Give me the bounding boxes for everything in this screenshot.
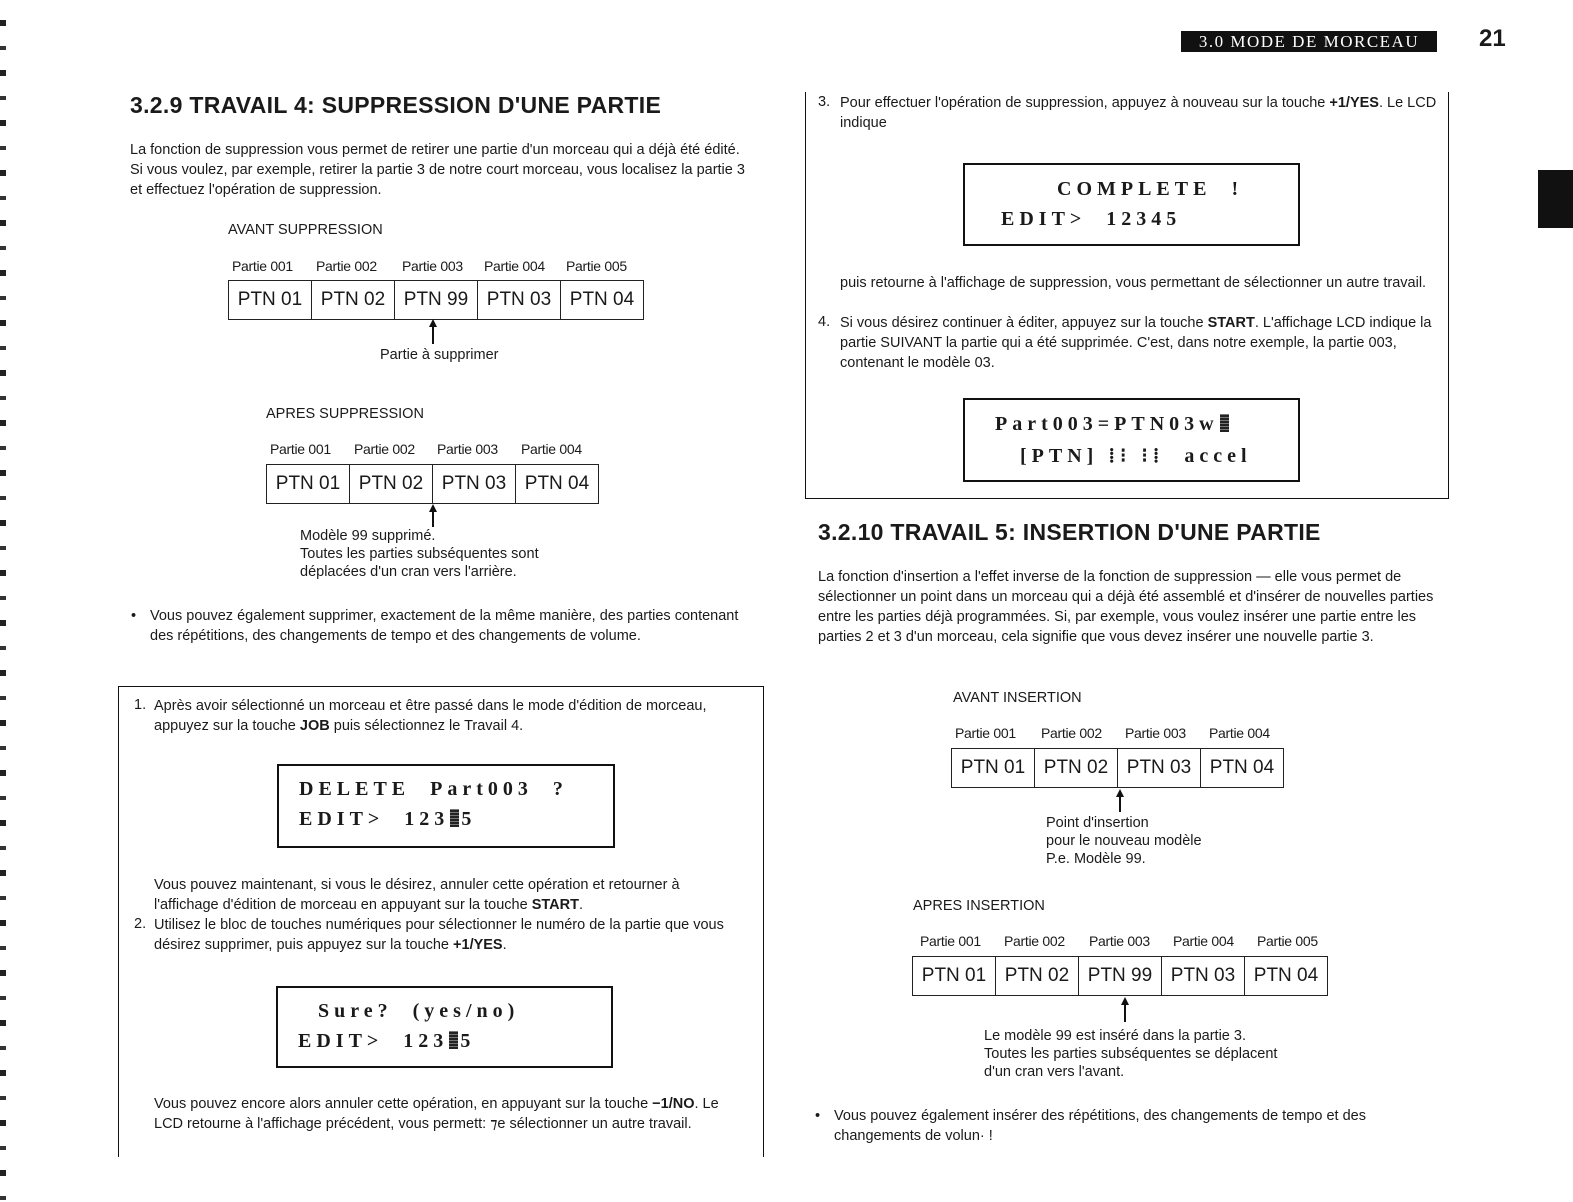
before-insertion-caption: AVANT INSERTION bbox=[953, 690, 1082, 706]
lcd-line bbox=[995, 413, 1231, 436]
part-label: Partie 002 bbox=[316, 258, 377, 274]
final-note bbox=[154, 1094, 748, 1134]
part-label: Partie 003 bbox=[437, 441, 498, 457]
step-text: Vous pouvez maintenant, si vous le désirez, annuler cette opération et retourner à l'affichage d'édition de morceau en appuyant sur la touche bbox=[154, 877, 680, 913]
key-no: −1/NO bbox=[652, 1096, 695, 1112]
step-text: Utilisez le bloc de touches numériques pour sélectionner le numéro de la partie que vous désirez supprimer, puis appuyez sur la touche bbox=[154, 917, 724, 953]
note-line: Toutes les parties subséquentes sont bbox=[300, 546, 539, 562]
pattern-cell: PTN 01 bbox=[952, 749, 1035, 787]
lcd-line: EDIT> 12345 bbox=[1001, 208, 1182, 230]
note-line: d'un cran vers l'avant. bbox=[984, 1064, 1125, 1080]
part-label: Partie 004 bbox=[521, 441, 582, 457]
pattern-cell: PTN 01 bbox=[913, 957, 996, 995]
step-text: Après avoir sélectionné un morceau et être passé dans le mode d'édition de morceau, appuyez sur la touche bbox=[154, 698, 707, 734]
pattern-cell: PTN 03 bbox=[1162, 957, 1245, 995]
part-label: Partie 004 bbox=[1209, 725, 1270, 741]
lcd-line: Sure? (yes/no) bbox=[318, 1000, 520, 1022]
step-text: Si vous désirez continuer à éditer, appuyez sur la touche bbox=[840, 315, 1208, 331]
lcd-text: Part003=PTN03w bbox=[995, 413, 1219, 435]
pattern-cell: PTN 99 bbox=[1079, 957, 1162, 995]
cancel-note bbox=[154, 875, 744, 915]
step-text: . bbox=[578, 897, 583, 913]
part-label: Partie 005 bbox=[566, 258, 627, 274]
part-label: Partie 005 bbox=[1257, 933, 1318, 949]
binder-edge bbox=[0, 0, 6, 1202]
pattern-cell: PTN 02 bbox=[312, 281, 395, 319]
step-number: 4. bbox=[818, 314, 831, 330]
part-label: Partie 004 bbox=[1173, 933, 1234, 949]
note-line: Toutes les parties subséquentes se déplacent bbox=[984, 1046, 1278, 1062]
pattern-cell: PTN 04 bbox=[569, 289, 635, 310]
pattern-cell: PTN 02 bbox=[350, 465, 433, 503]
lcd-text: EDIT> 123 bbox=[298, 1030, 449, 1052]
pattern-cell: PTN 03 bbox=[478, 281, 561, 319]
part-label: Partie 003 bbox=[1089, 933, 1150, 949]
pattern-cell: PTN 04 bbox=[524, 473, 590, 494]
after-complete-text: puis retourne à l'affichage de suppression, vous permettant de sélectionner un autre travail. bbox=[840, 275, 1427, 291]
step-text: puis sélectionnez le Travail 4. bbox=[329, 718, 524, 734]
after-insertion-caption: APRES INSERTION bbox=[913, 898, 1045, 914]
part-label: Partie 002 bbox=[354, 441, 415, 457]
note-line: déplacées d'un cran vers l'arrière. bbox=[300, 564, 517, 580]
pattern-cell: PTN 02 bbox=[996, 957, 1079, 995]
part-label: Partie 001 bbox=[232, 258, 293, 274]
before-insertion-pattern-row bbox=[951, 748, 1284, 788]
before-deletion-pattern-row bbox=[228, 280, 644, 320]
step-text: Pour effectuer l'opération de suppression, appuyez à nouveau sur la touche bbox=[840, 95, 1330, 111]
bullet-deletion-note: • Vous pouvez également supprimer, exactement de la même manière, des parties contenant des répétitions, des changements de tempo et des changements de volume. bbox=[150, 606, 750, 646]
pattern-cell: PTN 02 bbox=[1035, 749, 1118, 787]
section-badge: 3.0 MODE DE MORCEAU bbox=[1181, 31, 1437, 52]
step-3-text bbox=[840, 93, 1438, 133]
intro-insertion: La fonction d'insertion a l'effet inverse de la fonction de suppression — elle vous permet de sélectionner un point dans un morceau qui a déjà été assemblé et d'insérer de nouvelles parties entre les parties déjà programmées. Si, par exemple, vous voulez insérer une partie entre les parties 2 et 3 d'un morceau, cela signifie que vous devez insérer une nouvelle partie 3. bbox=[818, 569, 1434, 645]
up-arrow-icon bbox=[432, 507, 434, 527]
lcd-line: COMPLETE ! bbox=[1057, 178, 1244, 200]
key-yes: +1/YES bbox=[1329, 95, 1379, 111]
section-title-insertion: 3.2.10 TRAVAIL 5: INSERTION D'UNE PARTIE bbox=[818, 519, 1321, 545]
part-label: Partie 001 bbox=[920, 933, 981, 949]
part-label: Partie 003 bbox=[1125, 725, 1186, 741]
step-text: . Le LCD retourne à l'affichage précédent, vous permett: ⁊e sélectionner un autre travail. bbox=[154, 1096, 719, 1132]
intro-deletion: La fonction de suppression vous permet de retirer une partie d'un morceau qui a déjà été édité. Si vous voulez, par exemple, retirer la partie 3 de notre court morceau, vous localisez la partie 3 et effectuez l'opération de suppression. bbox=[130, 142, 745, 198]
step-number: 2. bbox=[134, 916, 147, 932]
lcd-display-delete bbox=[277, 764, 615, 848]
part-label: Partie 002 bbox=[1004, 933, 1065, 949]
section-title-deletion: 3.2.9 TRAVAIL 4: SUPPRESSION D'UNE PARTIE bbox=[130, 92, 662, 118]
note-line: P.e. Modèle 99. bbox=[1046, 851, 1146, 867]
after-insertion-pattern-row bbox=[912, 956, 1328, 996]
lcd-cursor-icon bbox=[449, 1031, 458, 1049]
key-start: START bbox=[1207, 315, 1255, 331]
lcd-text: EDIT> 123 bbox=[299, 808, 450, 830]
note-line: Le modèle 99 est inséré dans la partie 3. bbox=[984, 1028, 1246, 1044]
note-line: pour le nouveau modèle bbox=[1046, 833, 1202, 849]
up-arrow-icon bbox=[1124, 1000, 1126, 1022]
lcd-display-confirm bbox=[276, 986, 613, 1068]
lcd-line: DELETE Part003 ? bbox=[299, 778, 568, 800]
step-text: . L'affichage LCD indique la partie SUIVANT la partie qui a été supprimée. C'est, dans notre exemple, la partie 003, contenant le modèle 03. bbox=[840, 315, 1432, 371]
pattern-cell: PTN 99 bbox=[395, 281, 478, 319]
after-deletion-notes bbox=[300, 527, 539, 581]
part-label: Partie 001 bbox=[270, 441, 331, 457]
up-arrow-icon bbox=[1119, 792, 1121, 812]
lcd-line bbox=[299, 808, 476, 831]
step-1-text bbox=[154, 696, 744, 736]
step-4-text bbox=[840, 313, 1438, 373]
part-label: Partie 003 bbox=[402, 258, 463, 274]
lcd-display-complete bbox=[963, 163, 1300, 246]
lcd-text: 5 bbox=[461, 808, 477, 830]
key-job: JOB bbox=[299, 718, 330, 734]
key-yes: +1/YES bbox=[453, 937, 503, 953]
lcd-line: [PTN] ⁞⁝ ⁝⁞ accel bbox=[1020, 445, 1252, 467]
note-line: Point d'insertion bbox=[1046, 815, 1149, 831]
after-deletion-caption: APRES SUPPRESSION bbox=[266, 406, 424, 422]
lcd-text: 5 bbox=[460, 1030, 476, 1052]
pattern-cell: PTN 04 bbox=[1253, 965, 1319, 986]
step-text: . Le LCD indique bbox=[840, 95, 1437, 131]
delete-target-note: Partie à supprimer bbox=[380, 347, 499, 363]
pattern-cell: PTN 03 bbox=[1118, 749, 1201, 787]
pattern-cell: PTN 01 bbox=[267, 465, 350, 503]
lcd-display-part bbox=[963, 398, 1300, 482]
step-number: 3. bbox=[818, 94, 831, 110]
pattern-cell: PTN 04 bbox=[1209, 757, 1275, 778]
before-deletion-caption: AVANT SUPPRESSION bbox=[228, 222, 383, 238]
part-label: Partie 001 bbox=[955, 725, 1016, 741]
note-line: Modèle 99 supprimé. bbox=[300, 528, 436, 544]
step-text: . bbox=[502, 937, 507, 953]
lcd-cursor-icon bbox=[450, 809, 459, 827]
after-insertion-notes bbox=[984, 1027, 1277, 1081]
step-number: 1. bbox=[134, 697, 147, 713]
pattern-cell: PTN 03 bbox=[433, 465, 516, 503]
step-text: Vous pouvez encore alors annuler cette opération, en appuyant sur la touche bbox=[154, 1096, 653, 1112]
up-arrow-icon bbox=[432, 322, 434, 344]
after-deletion-pattern-row bbox=[266, 464, 599, 504]
part-label: Partie 004 bbox=[484, 258, 545, 274]
before-insertion-notes bbox=[1046, 814, 1202, 868]
step-2-text bbox=[154, 915, 744, 955]
bullet-insertion-note: • Vous pouvez également insérer des répétitions, des changements de tempo et des changements de volun· ! bbox=[834, 1106, 1438, 1146]
lcd-cursor-icon bbox=[1220, 414, 1229, 432]
pattern-cell: PTN 01 bbox=[229, 281, 312, 319]
lcd-line bbox=[298, 1030, 475, 1053]
part-label: Partie 002 bbox=[1041, 725, 1102, 741]
key-start: START bbox=[531, 897, 579, 913]
page-number: 21 bbox=[1479, 25, 1506, 52]
side-tab-marker bbox=[1538, 170, 1573, 228]
